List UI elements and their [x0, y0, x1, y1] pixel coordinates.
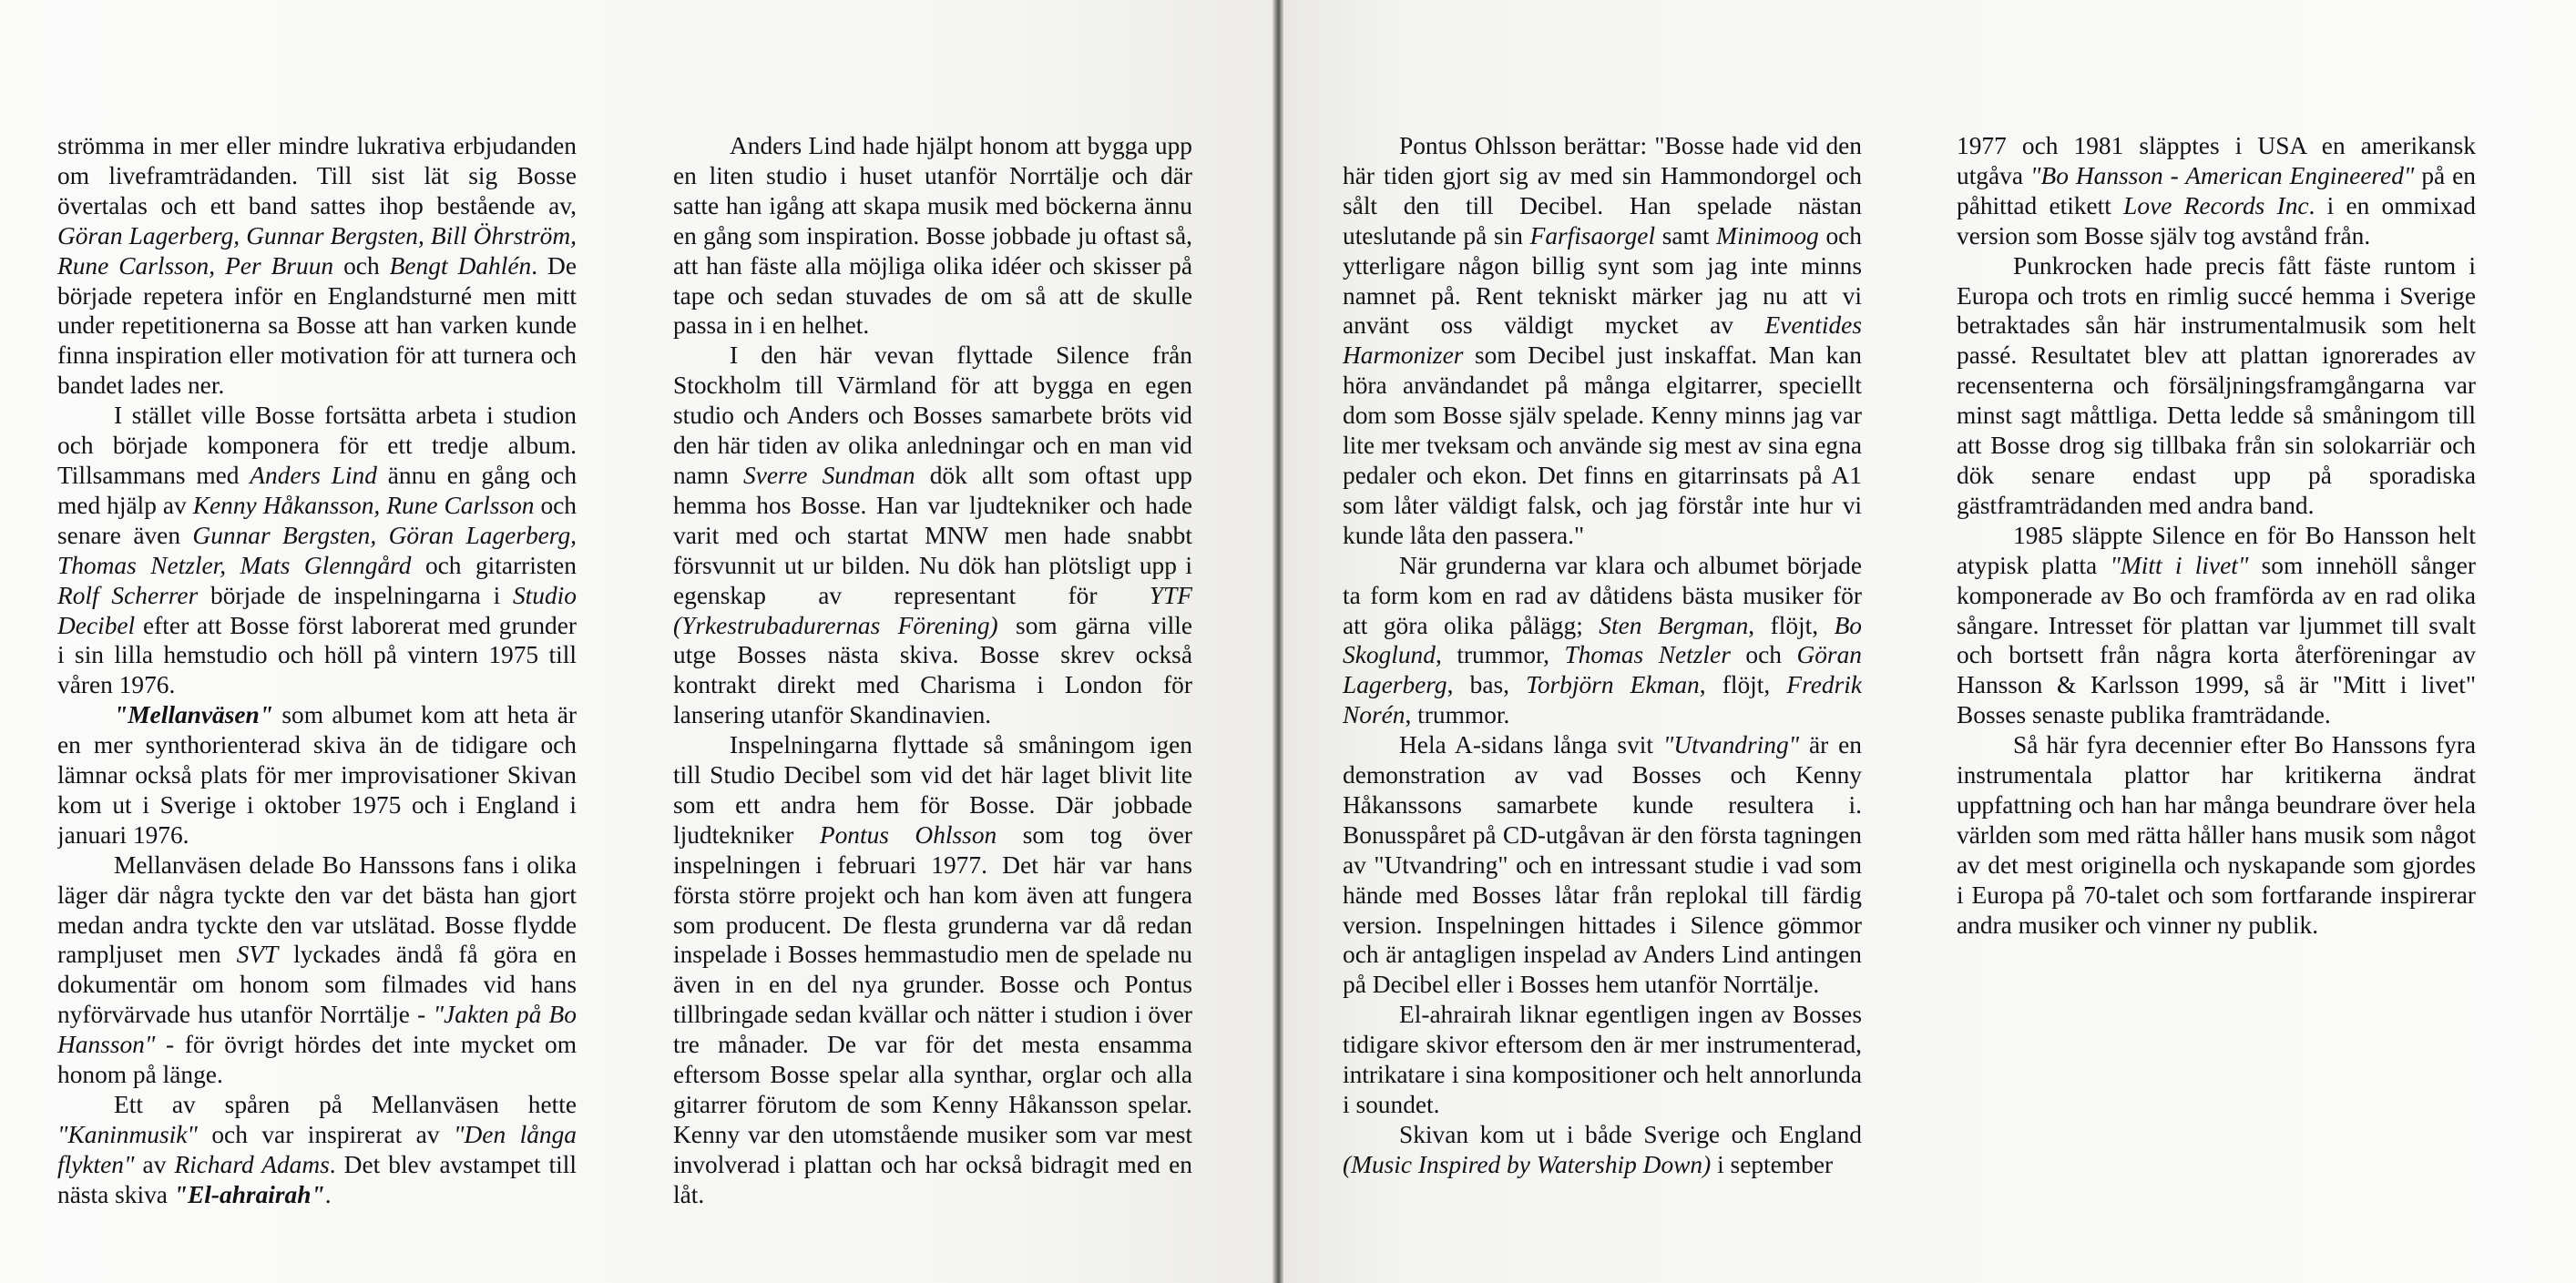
- text-column-2: [673, 131, 1192, 1260]
- text-run: 1977 och 1981 släpptes i USA en amerikansk utgåva: [1957, 132, 2476, 189]
- paragraph: [1343, 1000, 1862, 1120]
- text-run: I den här vevan flyttade Silence från Stockholm till Värmland för att bygga en egen studio och Anders och Bosses samarbete bröts vid den här tiden av olika anledningar och en man vid namn: [673, 341, 1192, 489]
- emphasis-text: Eventides Harmonizer: [1343, 311, 1862, 370]
- text-run: , bas,: [1446, 671, 1527, 699]
- text-run: Ett av spåren på Mellanväsen hette: [114, 1091, 577, 1118]
- text-column-1: [57, 131, 577, 1260]
- emphasis-text: Rolf Scherrer: [57, 581, 199, 609]
- text-run: Anders Lind hade hjälpt honom att bygga upp en liten studio i huset utanför Norrtälje och där satte han igång att skapa musik med böckerna ännu en gång som inspiration. Bosse jobbade ju oftast så, att han fäste alla möjliga olika idéer och skisser på tape och sedan stuvades de om så att de skulle passa in i en helhet.: [673, 132, 1192, 340]
- paragraph: [1957, 131, 2476, 251]
- emphasis-text: (Music Inspired by Watership Down): [1343, 1150, 1712, 1178]
- text-run: I stället ville Bosse fortsätta arbeta i studion och började komponera för ett tredje album. Tillsammans med: [57, 402, 577, 489]
- emphasis-text: "Jakten på Bo Hansson": [57, 1001, 577, 1059]
- emphasis-text: "El-ahrairah": [173, 1180, 325, 1208]
- text-run: lyckades ändå få göra en dokumentär om honom som filmades vid hans nyförvärvade hus utanför Norrtälje -: [57, 941, 577, 1029]
- text-run: som tog över inspelningen i februari 1977. Det här var hans första större projekt och han kom även att fungera som producent. De flesta grunderna var då redan inspelade i Bosses hemmastudio men de spelade nu även in en del nya grunder. Bosse och Pontus tillbringade sedan kvällar och nätter i studion i över tre månader. De var för det mesta ensamma eftersom Bosse spelar alla synthar, orglar och alla gitarrer förutom de som Kenny Håkansson spelar. Kenny var den utomstående musiker som var mest involverad i plattan och har också bidragit med en låt.: [673, 820, 1192, 1208]
- text-run: Pontus Ohlsson berättar: "Bosse hade vid den här tiden gjort sig av med sin Hammondorgel och sålt den till Decibel. Han spelade nästan uteslutande på sin: [1343, 132, 1862, 249]
- emphasis-text: Pontus Ohlsson: [819, 820, 997, 849]
- text-run: som Decibel just inskaffat. Man kan höra användandet på många elgitarrer, speciellt dom som Bosse själv spelade. Kenny minns jag var lite mer tveksam och använde sig mest av sina egna pedaler och ekon. Det finns en gitarrinsats på A1 som låter väldigt falsk, och jag förstår inte hur vi kunde låta den passera.": [1343, 341, 1862, 549]
- emphasis-text: Richard Adams: [174, 1150, 330, 1178]
- emphasis-text: Torbjörn Ekman: [1526, 671, 1700, 699]
- text-run: , trummor.: [1405, 701, 1510, 729]
- emphasis-text: [174, 1181, 325, 1208]
- emphasis-text: Fredrik Norén: [1343, 671, 1862, 729]
- emphasis-text: Göran Lagerberg: [1343, 641, 1862, 699]
- emphasis-text: Love Records Inc: [2123, 191, 2309, 219]
- emphasis-text: Bengt Dahlén: [389, 251, 532, 280]
- text-run: efter att Bosse först laborerat med grunder i sin lilla hemstudio och höll på vintern 1975 till våren 1976.: [57, 611, 577, 699]
- paragraph: [1957, 521, 2476, 730]
- text-run: och: [1730, 641, 1797, 669]
- text-run: av: [134, 1150, 175, 1178]
- text-run: - för övrigt hördes det inte mycket om honom på länge.: [57, 1031, 577, 1089]
- text-run: , flöjt,: [1699, 671, 1787, 699]
- text-run: Så här fyra decennier efter Bo Hanssons fyra instrumentala plattor har kritikerna ändrat uppfattning och han har många beundrare över hela världen som med rätta håller hans musik som något av det mest originella och nyskapande som gjordes i Europa på 70-talet och som fortfarande inspirerar andra musiker och vinner ny publik.: [1957, 731, 2476, 939]
- paragraph: [1957, 730, 2476, 940]
- paragraph: [57, 1090, 577, 1210]
- text-run: och var inspirerat av: [197, 1120, 454, 1148]
- text-run: När grunderna var klara och albumet började ta form kom en rad av dåtidens bästa musiker för att göra olika pålägg;: [1343, 551, 1862, 639]
- text-run: 1985 släppte Silence en för Bo Hansson helt atypisk platta: [1957, 521, 2476, 579]
- emphasis-text: "Bo Hansson - American Engineered": [2029, 161, 2415, 189]
- paragraph: [1957, 251, 2476, 521]
- text-run: . Det blev avstampet till nästa skiva: [57, 1150, 577, 1208]
- emphasis-text: Farfisaorgel: [1529, 221, 1656, 249]
- paragraph: [673, 131, 1192, 341]
- text-run: och gitarristen: [411, 551, 577, 579]
- emphasis-text: "Mellanväsen": [114, 701, 273, 729]
- emphasis-text: "Utvandring": [1662, 731, 1800, 759]
- emphasis-text: Kenny Håkansson, Rune Carlsson: [192, 491, 535, 519]
- paragraph: [1343, 551, 1862, 730]
- paragraph: [673, 730, 1192, 1210]
- emphasis-text: "Mitt i livet": [2110, 551, 2249, 579]
- text-run: och ytterligare någon billig synt som jag inte minns namnet på. Rent tekniskt märker jag nu att vi använt oss väldigt mycket av: [1343, 221, 1862, 340]
- text-run: Skivan kom ut i både Sverige och England: [1399, 1120, 1862, 1148]
- emphasis-text: Anders Lind: [250, 461, 377, 489]
- paragraph: [1343, 1120, 1862, 1180]
- emphasis-text: [114, 701, 273, 728]
- text-run: , trummor,: [1435, 641, 1565, 669]
- text-run: samt: [1655, 221, 1717, 249]
- paragraph: [57, 850, 577, 1090]
- text-run: El-ahrairah liknar egentligen ingen av Bosses tidigare skivor eftersom den är mer instrumenterad, intrikatare i sina kompositioner och helt annorlunda i soundet.: [1343, 1001, 1862, 1118]
- text-run: och: [333, 251, 390, 280]
- text-run: Punkrocken hade precis fått fäste runtom i Europa och trots en rimlig succé hemma i Sverige betraktades sån här instrumentalmusik som helt passé. Resultatet blev att plattan ignorerades av recensenterna och försäljningsframgångarna var minst sagt måttliga. Detta ledde så småningom till att Bosse drog sig tillbaka från sin solokarriär och dök senare endast upp på sporadiska gästframträdanden med andra band.: [1957, 251, 2476, 519]
- emphasis-text: YTF (Yrkestrubadurernas Förening): [673, 581, 1192, 639]
- text-column-4: [1957, 131, 2476, 1260]
- emphasis-text: Göran Lagerberg, Gunnar Bergsten, Bill Öhrström, Rune Carlsson, Per Bruun: [57, 221, 577, 280]
- emphasis-text: Studio Decibel: [57, 581, 577, 639]
- paragraph: [673, 341, 1192, 730]
- text-run: . i en ommixad version som Bosse själv tog avstånd från.: [1957, 191, 2476, 249]
- paragraph: [57, 131, 577, 401]
- text-run: Inspelningarna flyttade så småningom igen till Studio Decibel som vid det här laget blivit lite som ett andra hem för Bosse. Där jobbade ljudtekniker: [673, 731, 1192, 849]
- emphasis-text: Sverre Sundman: [743, 461, 915, 489]
- text-run: i september: [1711, 1150, 1834, 1178]
- emphasis-text: SVT: [236, 941, 279, 969]
- text-run: strömma in mer eller mindre lukrativa erbjudanden om liveframträdanden. Till sist lät sig Bosse övertalas och ett band sattes ihop bestående av,: [57, 132, 577, 219]
- emphasis-text: Gunnar Bergsten, Göran Lagerberg, Thomas Netzler, Mats Glenngård: [57, 521, 577, 579]
- paragraph: [1343, 131, 1862, 551]
- text-run: och senare även: [57, 491, 577, 549]
- text-run: , flöjt,: [1748, 611, 1835, 639]
- paragraph: [57, 700, 577, 850]
- text-run: på en påhittad etikett: [1957, 161, 2476, 219]
- text-run: . De började repetera inför en Englandsturné men mitt under repetitionerna sa Bosse att han varken kunde finna inspiration eller motivation för att turnera och bandet lades ner.: [57, 251, 577, 400]
- text-run: Hela A-sidans långa svit: [1399, 731, 1663, 759]
- text-run: som albumet kom att heta är en mer synthorienterad skiva än de tidigare och lämnar också plats för mer improvisationer Skivan kom ut i Sverige i oktober 1975 och i England i januari 1976.: [57, 701, 577, 849]
- text-run: dök allt som oftast upp hemma hos Bosse. Han var ljudtekniker och hade varit med och startat MNW men hade snabbt försvunnit ut ur bilden. Nu dök han plötsligt upp i egenskap av representant för: [673, 461, 1192, 609]
- text-run: som gärna ville utge Bosses nästa skiva. Bosse skrev också kontrakt direkt med Charisma i London för lansering utanför Skandinavien.: [673, 611, 1192, 729]
- text-run: är en demonstration av vad Bosses och Kenny Håkanssons samarbete kunde resultera i. Bonusspåret på CD-utgåvan är den första tagningen av "Utvandring" och en intressant studie i vad som hände med Bosses låtar från replokal till färdig version. Inspelningen hittades i Silence gömmor och är antagligen inspelad av Anders Lind antingen på Decibel eller i Bosses hem utanför Norrtälje.: [1343, 731, 1862, 999]
- emphasis-text: "Den långa flykten": [57, 1120, 577, 1178]
- text-column-3: [1343, 131, 1862, 1260]
- paragraph: [1343, 730, 1862, 1000]
- emphasis-text: Sten Bergman: [1599, 611, 1749, 639]
- emphasis-text: Minimoog: [1716, 221, 1819, 249]
- text-run: började de inspelningarna i: [198, 581, 513, 609]
- text-run: ännu en gång och med hjälp av: [57, 461, 577, 519]
- text-run: som innehöll sånger komponerade av Bo och framförda av en rad olika sångare. Intresset för plattan var ljummet till svalt och bortsett från några korta återföreningar av Hansson & Karlsson 1999, så är "Mitt i livet" Bosses senaste publika framträdande.: [1957, 551, 2476, 729]
- emphasis-text: Thomas Netzler: [1564, 641, 1731, 669]
- emphasis-text: Bo Skoglund: [1343, 611, 1862, 669]
- text-run: .: [324, 1180, 332, 1208]
- emphasis-text: "Kaninmusik": [57, 1120, 198, 1148]
- paragraph: [57, 401, 577, 700]
- book-spine-gutter: [1273, 0, 1283, 1283]
- text-run: Mellanväsen delade Bo Hanssons fans i olika läger där några tyckte den var det bästa han gjort medan andra tyckte den var utslätad. Bosse flydde rampljuset men: [57, 850, 577, 969]
